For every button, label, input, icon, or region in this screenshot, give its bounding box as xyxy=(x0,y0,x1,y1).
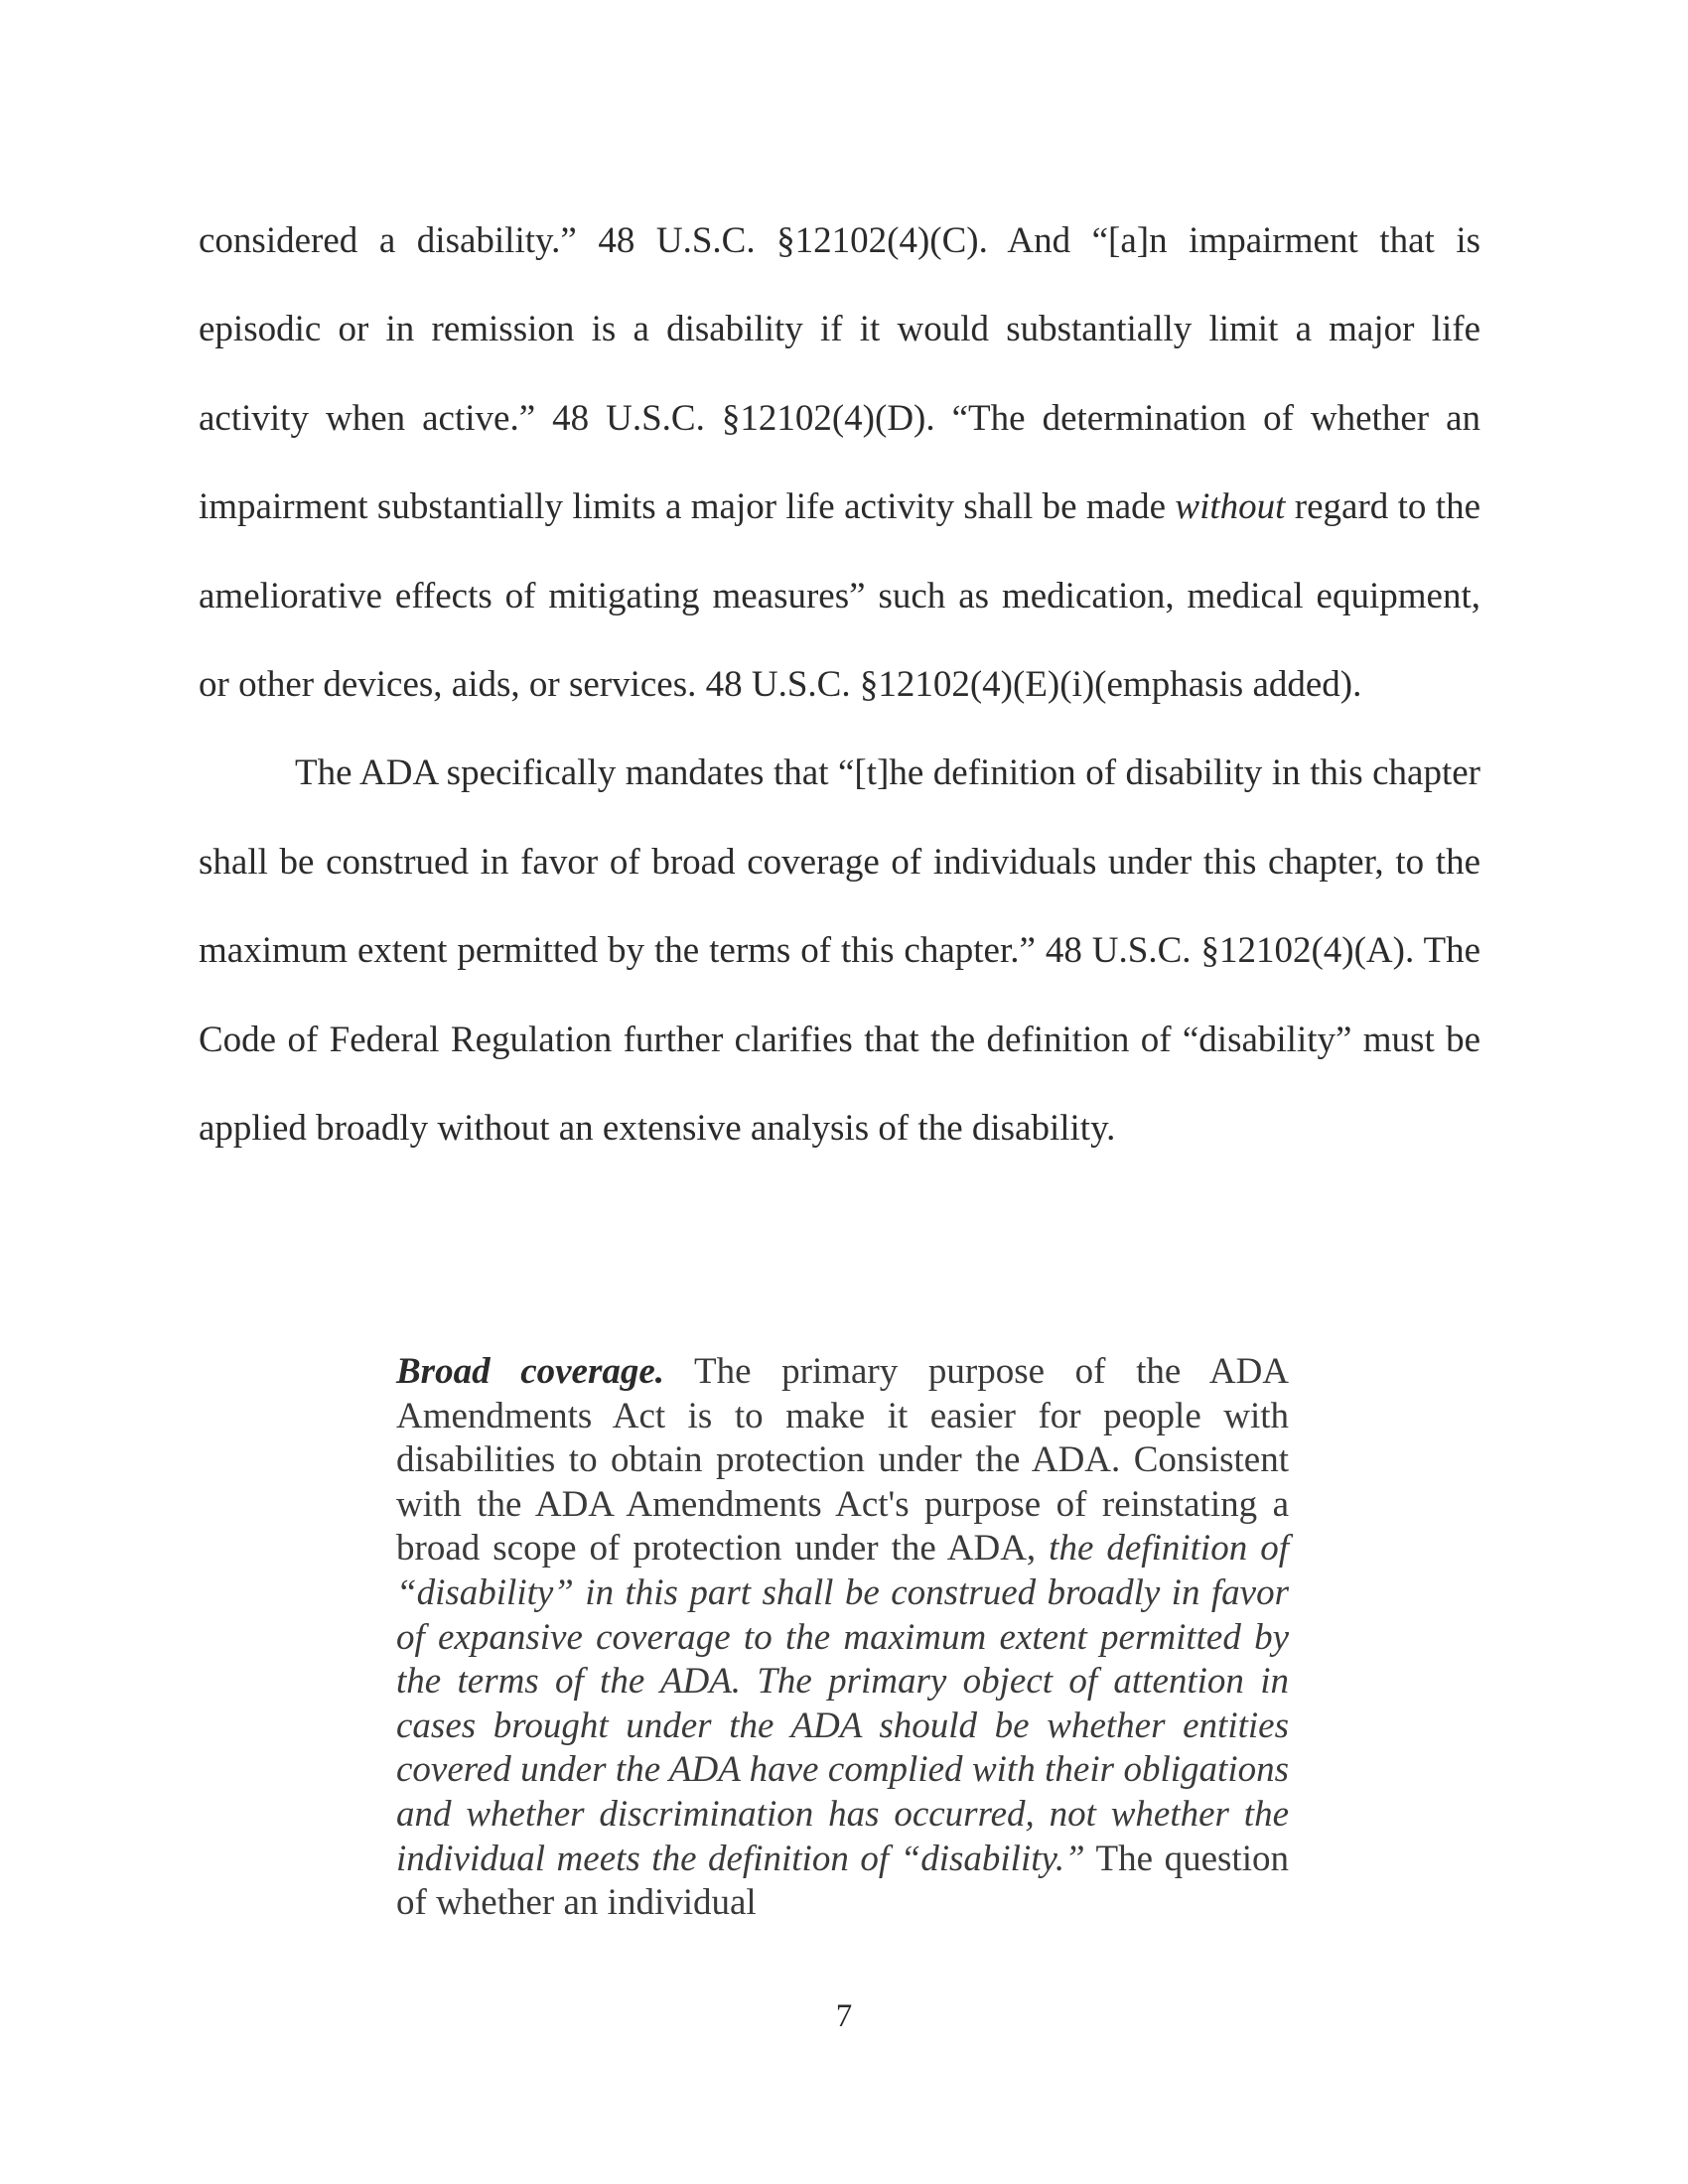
paragraph-1-text-b: regard to the ameliorative effects of mitigating measures” such as medication, medical equipment, or other devices, aids, or services. 48 U.S.C. §12102(4)(E)(i)(emphasis added). xyxy=(199,486,1480,706)
block-quote-lead: Broad coverage. xyxy=(396,1351,665,1392)
paragraph-1-text-a: considered a disability.” 48 U.S.C. §12102(4)(C). And “[a]n impairment that is episodic or in remission is a disability if it would substantially limit a major life activity when active.” 48 U.S.C. §12102(4)(D). “The determination of whether an impairment substantially limits a major life activity shall be made xyxy=(199,220,1480,528)
paragraph-1-emphasis: without xyxy=(1175,486,1286,528)
body-text xyxy=(199,197,1480,1172)
paragraph-1 xyxy=(199,197,1480,729)
block-quote-paragraph xyxy=(396,1350,1289,1926)
block-quote-italic: the definition of “disability” in this part shall be construed broadly in favor of expansive coverage to the maximum extent permitted by the terms of the ADA. The primary object of attention in cases brought under the ADA should be whether entities covered under the ADA have complied with their obligations and whether discrimination has occurred, not whether the individual meets the definition of “disability.” xyxy=(396,1528,1289,1879)
block-quote-text-a: The primary purpose of the ADA Amendments Act is to make it easier for people with disabilities to obtain protection under the ADA. Consistent with the ADA Amendments Act's purpose of reinstating a broad scope of protection under the ADA, xyxy=(396,1351,1290,1570)
page-number: 7 xyxy=(835,1998,853,2034)
block-quote xyxy=(396,1350,1289,1926)
paragraph-2: The ADA specifically mandates that “[t]he definition of disability in this chapter shall be construed in favor of broad coverage of individuals under this chapter, to the maximum extent permitted by the terms of this chapter.” 48 U.S.C. §12102(4)(A). The Code of Federal Regulation further clarifies that the definition of “disability” must be applied broadly without an extensive analysis of the disability. xyxy=(199,752,1480,1150)
block-quote-text-b: The question of whether an individual xyxy=(396,1838,1289,1924)
